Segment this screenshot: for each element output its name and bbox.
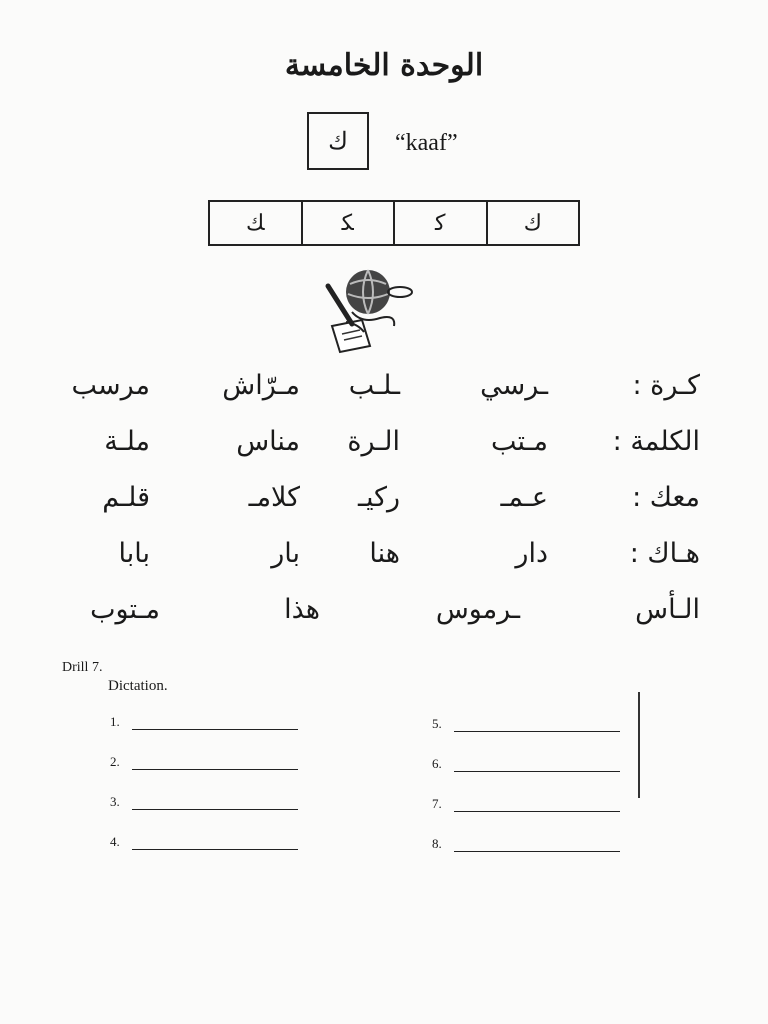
word: دار bbox=[515, 538, 548, 569]
line-number: 7. bbox=[432, 796, 442, 811]
answer-rule[interactable] bbox=[454, 759, 620, 772]
word: الـأس bbox=[635, 594, 700, 625]
letter-glyph: ك bbox=[328, 127, 348, 155]
dictation-line[interactable] bbox=[432, 796, 620, 812]
answer-rule[interactable] bbox=[454, 799, 620, 812]
line-number: 8. bbox=[432, 836, 442, 851]
reading-row bbox=[30, 594, 700, 650]
reading-row bbox=[30, 538, 700, 594]
word: مرسب bbox=[71, 370, 150, 401]
word: قلـم bbox=[102, 482, 150, 513]
answer-rule[interactable] bbox=[132, 757, 298, 770]
line-number: 2. bbox=[110, 754, 120, 769]
answer-rule[interactable] bbox=[454, 719, 620, 732]
word: الكلمة : bbox=[612, 426, 700, 457]
word: معك : bbox=[632, 482, 700, 513]
word: مـرّاش bbox=[222, 370, 300, 401]
form-final: ﻚ bbox=[245, 210, 265, 236]
word: الـرة bbox=[347, 426, 400, 457]
letter-box bbox=[307, 112, 369, 170]
line-number: 5. bbox=[432, 716, 442, 731]
word: ـلـب bbox=[348, 370, 400, 401]
dictation-line[interactable] bbox=[432, 836, 620, 852]
word: هنا bbox=[369, 538, 400, 569]
word: ملـة bbox=[104, 426, 150, 457]
unit-title: الوحدة الخامسة bbox=[284, 48, 484, 83]
dictation-line[interactable] bbox=[110, 714, 298, 730]
margin-line bbox=[638, 692, 640, 798]
word: ركيـ bbox=[358, 482, 400, 513]
dictation-line[interactable] bbox=[110, 834, 298, 850]
globe-writing-icon bbox=[322, 262, 418, 354]
word: بار bbox=[271, 538, 300, 569]
word: مـتب bbox=[490, 426, 548, 457]
form-initial: ﻛ bbox=[393, 202, 486, 244]
line-number: 1. bbox=[110, 714, 120, 729]
word: ـرموس bbox=[435, 594, 520, 625]
word: هذا bbox=[284, 594, 320, 625]
drill-label: Drill 7. bbox=[62, 660, 103, 675]
form-medial: ﻜ bbox=[301, 202, 394, 244]
reading-row bbox=[30, 482, 700, 538]
form-isolated: ك bbox=[486, 202, 579, 244]
dictation-line[interactable] bbox=[432, 756, 620, 772]
answer-rule[interactable] bbox=[132, 837, 298, 850]
answer-rule[interactable] bbox=[132, 717, 298, 730]
answer-rule[interactable] bbox=[454, 839, 620, 852]
letter-name: “kaaf” bbox=[395, 130, 458, 156]
line-number: 6. bbox=[432, 756, 442, 771]
line-number: 4. bbox=[110, 834, 120, 849]
drill-subtitle: Dictation. bbox=[108, 678, 168, 694]
reading-row bbox=[30, 426, 700, 482]
reading-rows bbox=[30, 370, 700, 650]
word: كـرة : bbox=[632, 370, 700, 401]
answer-rule[interactable] bbox=[132, 797, 298, 810]
dictation-line[interactable] bbox=[432, 716, 620, 732]
word: عـمـ bbox=[500, 482, 548, 513]
word: كلامـ bbox=[248, 482, 300, 513]
line-number: 3. bbox=[110, 794, 120, 809]
dictation-line[interactable] bbox=[110, 754, 298, 770]
reading-row bbox=[30, 370, 700, 426]
word: مناس bbox=[236, 426, 300, 457]
word: مـتوب bbox=[90, 594, 160, 625]
word: هـاك : bbox=[629, 538, 700, 569]
word: ـرسي bbox=[480, 370, 548, 401]
dictation-line[interactable] bbox=[110, 794, 298, 810]
letter-forms-table bbox=[208, 200, 580, 246]
word: بابا bbox=[118, 538, 150, 569]
